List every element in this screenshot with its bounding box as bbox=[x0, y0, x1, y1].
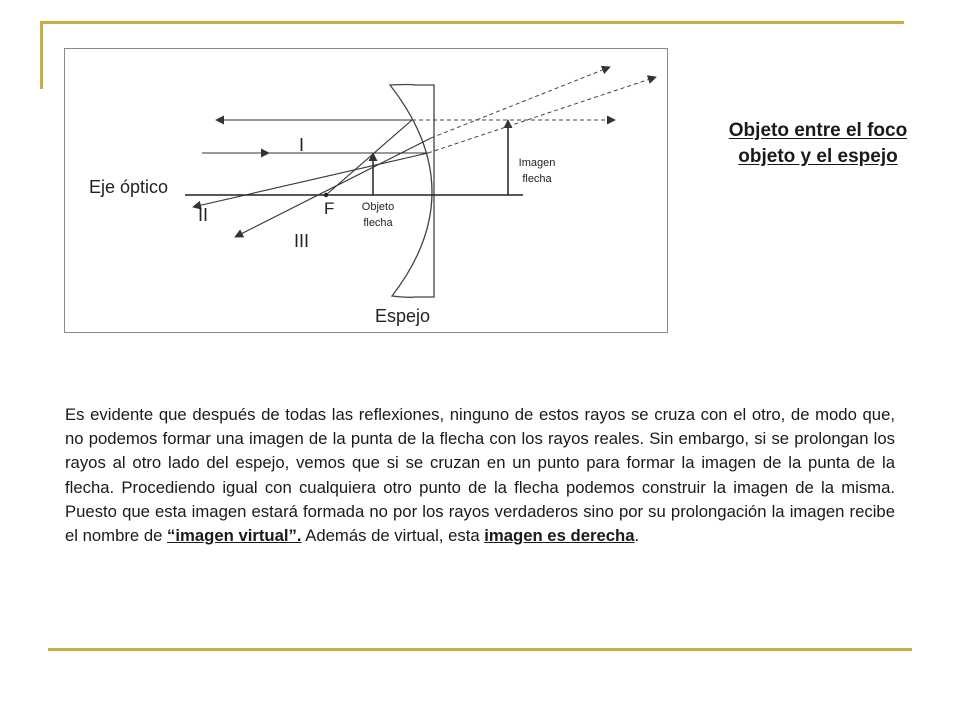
title-line-1: Objeto entre el foco bbox=[728, 120, 908, 141]
ray-I-extension bbox=[428, 77, 656, 153]
image-label-line-2: flecha bbox=[522, 173, 552, 185]
object-label-line-2: flecha bbox=[363, 217, 393, 229]
ray-III-extension bbox=[431, 67, 610, 138]
image-label-line-1: Imagen bbox=[518, 157, 556, 169]
concave-mirror-diagram bbox=[64, 48, 668, 333]
bottom-decorative-line bbox=[48, 648, 912, 651]
body-paragraph bbox=[65, 403, 895, 548]
emphasis-upright-image: imagen es derecha bbox=[484, 526, 635, 546]
mirror-curve bbox=[390, 85, 434, 298]
body-text-1: Es evidente que después de todas las reflexiones, ninguno de estos rayos se cruza con el otro, de modo que, no podemos formar una imagen de la punta de la flecha con los rayos reales. Sin embargo, si se prolongan los rayos al otro lado del espejo, vemos que si se cruzan en un punto para formar la imagen de la punta de la flecha. Procediendo igual con cualquiera otro punto de la flecha podemos construir la imagen de la misma. Puesto que esta imagen estará formada no por los rayos verdaderos sino por su prolongación la imagen recibe el nombre de bbox=[65, 405, 895, 546]
optical-axis-label: Eje óptico bbox=[89, 177, 169, 197]
focus-label: F bbox=[324, 199, 335, 218]
body-text-2: Además de virtual, esta bbox=[301, 526, 485, 546]
ray-III-label: III bbox=[294, 231, 310, 251]
emphasis-virtual-image: “imagen virtual”. bbox=[167, 526, 302, 546]
diagram-svg bbox=[65, 49, 669, 334]
ray-II-incoming bbox=[326, 120, 412, 195]
object-label-line-1: Objeto bbox=[361, 201, 395, 213]
title-line-2: objeto y el espejo bbox=[738, 146, 898, 167]
ray-II-label: II bbox=[198, 205, 209, 225]
body-text-3: . bbox=[634, 526, 640, 546]
top-decorative-line bbox=[40, 21, 904, 24]
focus-point bbox=[324, 193, 328, 197]
ray-I-label: I bbox=[299, 135, 305, 155]
left-decorative-line bbox=[40, 21, 43, 89]
slide-title bbox=[690, 118, 946, 170]
mirror-label: Espejo bbox=[375, 306, 431, 326]
